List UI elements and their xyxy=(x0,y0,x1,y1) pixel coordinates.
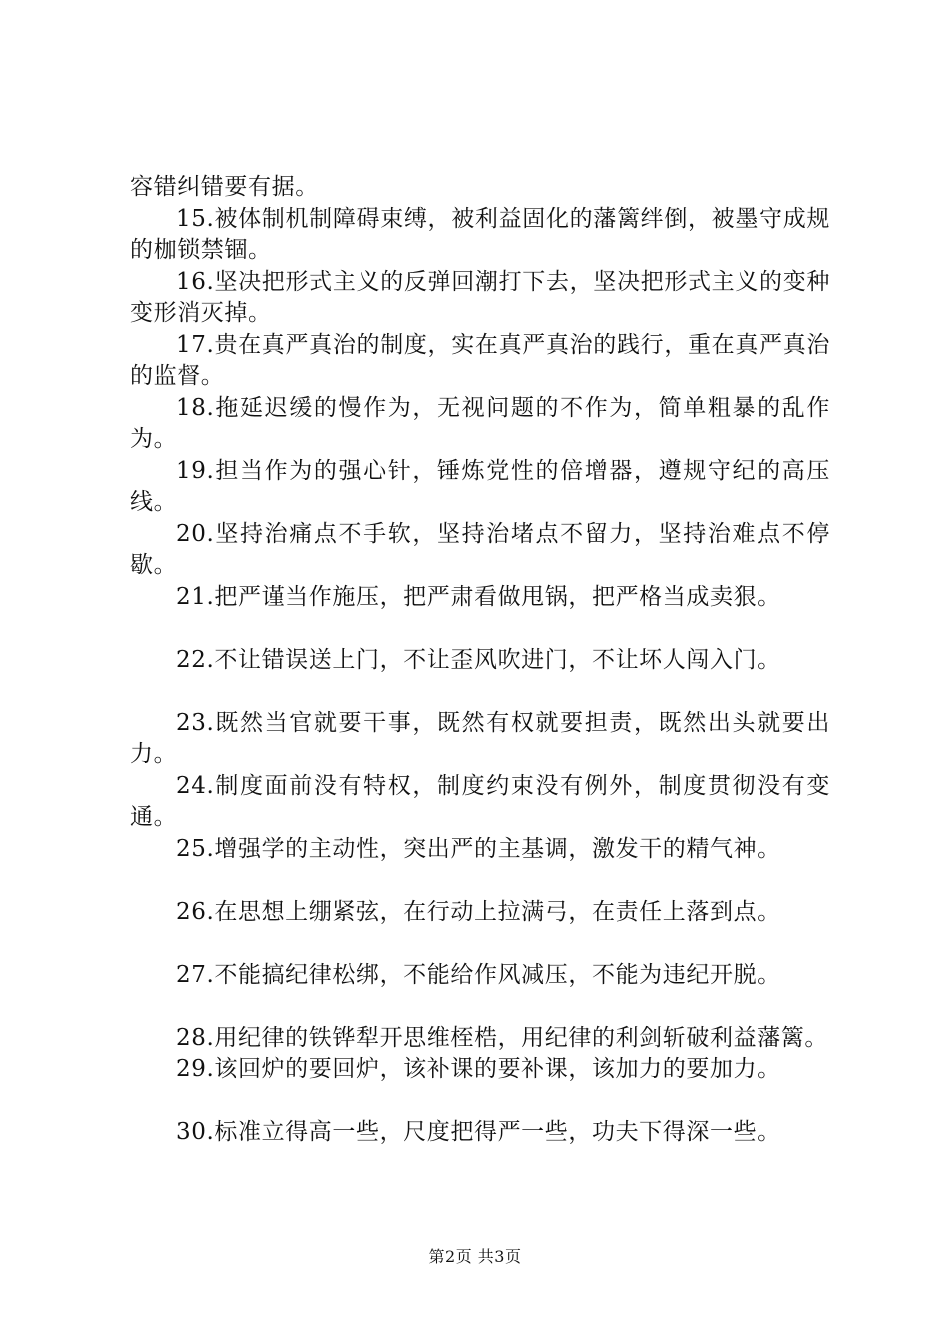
page-number-label: 第2页 共3页 xyxy=(428,1247,522,1266)
list-item-24: 24.制度面前没有特权，制度约束没有例外，制度贯彻没有变通。 xyxy=(130,772,830,830)
list-item-25: 25.增强学的主动性，突出严的主基调，激发干的精气神。 xyxy=(176,835,781,862)
list-item-29: 29.该回炉的要回炉，该补课的要补课，该加力的要加力。 xyxy=(176,1056,781,1082)
list-item-16: 16.坚决把形式主义的反弹回潮打下去，坚决把形式主义的变种变形消灭掉。 xyxy=(130,268,830,326)
list-item-26: 26.在思想上绷紧弦，在行动上拉满弓，在责任上落到点。 xyxy=(176,898,781,925)
list-item-15: 15.被体制机制障碍束缚，被利益固化的藩篱绊倒，被墨守成规的枷锁禁锢。 xyxy=(130,205,830,263)
page-footer xyxy=(0,1244,950,1267)
list-item-22: 22.不让错误送上门，不让歪风吹进门，不让坏人闯入门。 xyxy=(176,646,781,673)
list-item-27: 27.不能搞纪律松绑，不能给作风减压，不能为违纪开脱。 xyxy=(176,961,781,988)
paragraph-continuation: 容错纠错要有据。 xyxy=(130,174,319,200)
list-item-21: 21.把严谨当作施压，把严肃看做甩锅，把严格当成卖狠。 xyxy=(176,583,781,610)
list-item-30: 30.标准立得高一些，尺度把得严一些，功夫下得深一些。 xyxy=(176,1119,781,1145)
document-body xyxy=(130,172,830,1149)
list-item-20: 20.坚持治痛点不手软，坚持治堵点不留力，坚持治难点不停歇。 xyxy=(130,520,830,578)
list-item-23: 23.既然当官就要干事，既然有权就要担责，既然出头就要出力。 xyxy=(130,709,830,767)
list-item-28: 28.用纪律的铁铧犁开思维桎梏，用纪律的利剑斩破利益藩篱。 xyxy=(176,1024,828,1051)
list-item-17: 17.贵在真严真治的制度，实在真严真治的践行，重在真严真治的监督。 xyxy=(130,331,830,389)
list-item-19: 19.担当作为的强心针，锤炼党性的倍增器，遵规守纪的高压线。 xyxy=(130,457,830,515)
list-item-18: 18.拖延迟缓的慢作为，无视问题的不作为，简单粗暴的乱作为。 xyxy=(130,394,830,452)
